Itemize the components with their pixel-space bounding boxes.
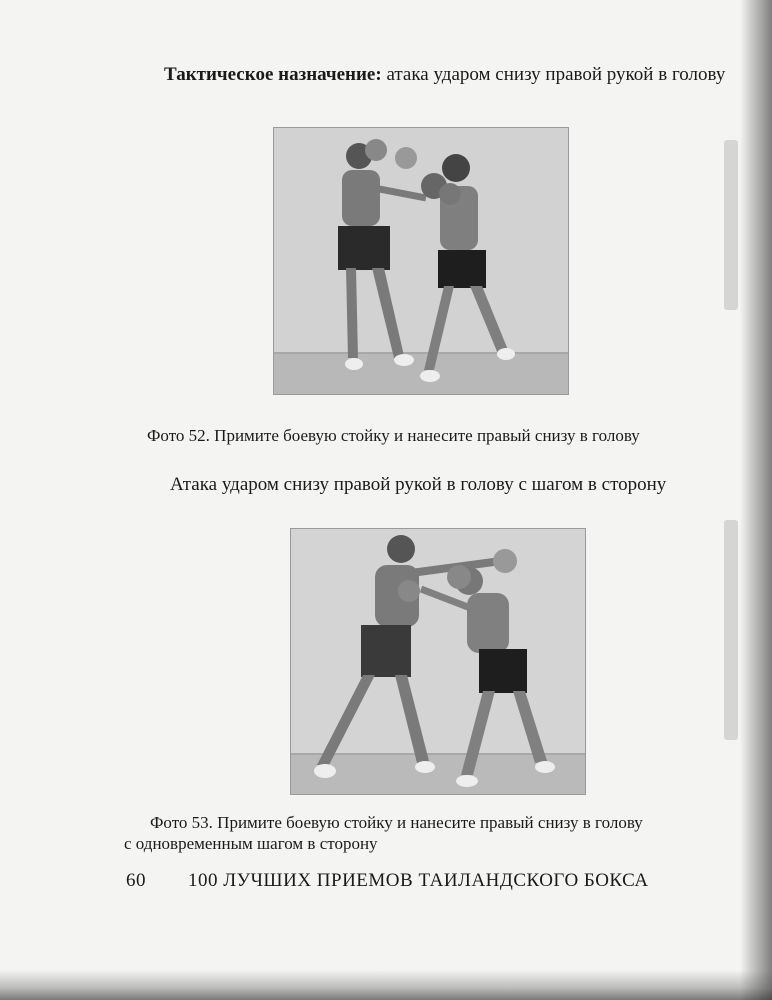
- photo-52: [273, 127, 569, 395]
- page-edge-shadow: [740, 0, 772, 1000]
- tactical-purpose-label: Тактическое назначение:: [164, 64, 382, 85]
- running-title: 100 ЛУЧШИХ ПРИЕМОВ ТАИЛАНДСКОГО БОКСА: [188, 870, 649, 891]
- photo-53-caption-line1: Фото 53. Примите боевую стойку и нанесите правый снизу в голову: [150, 813, 643, 832]
- photo-53-image: [291, 529, 585, 794]
- section-title: Атака ударом снизу правой рукой в голову с шагом в сторону: [170, 474, 667, 495]
- bleed-through-mark: [724, 140, 738, 310]
- tactical-purpose-text: атака ударом снизу правой рукой в голову: [381, 64, 726, 85]
- photo-53: [290, 528, 586, 795]
- bleed-through-mark: [724, 520, 738, 740]
- photo-52-caption: Фото 52. Примите боевую стойку и нанесите правый снизу в голову: [147, 426, 640, 445]
- photo-52-image: [274, 128, 568, 394]
- page-bottom-shadow: [0, 970, 772, 1000]
- photo-53-caption-line2: с одновременным шагом в сторону: [124, 834, 378, 853]
- page-number: 60: [126, 870, 146, 891]
- tactical-purpose: [118, 62, 758, 88]
